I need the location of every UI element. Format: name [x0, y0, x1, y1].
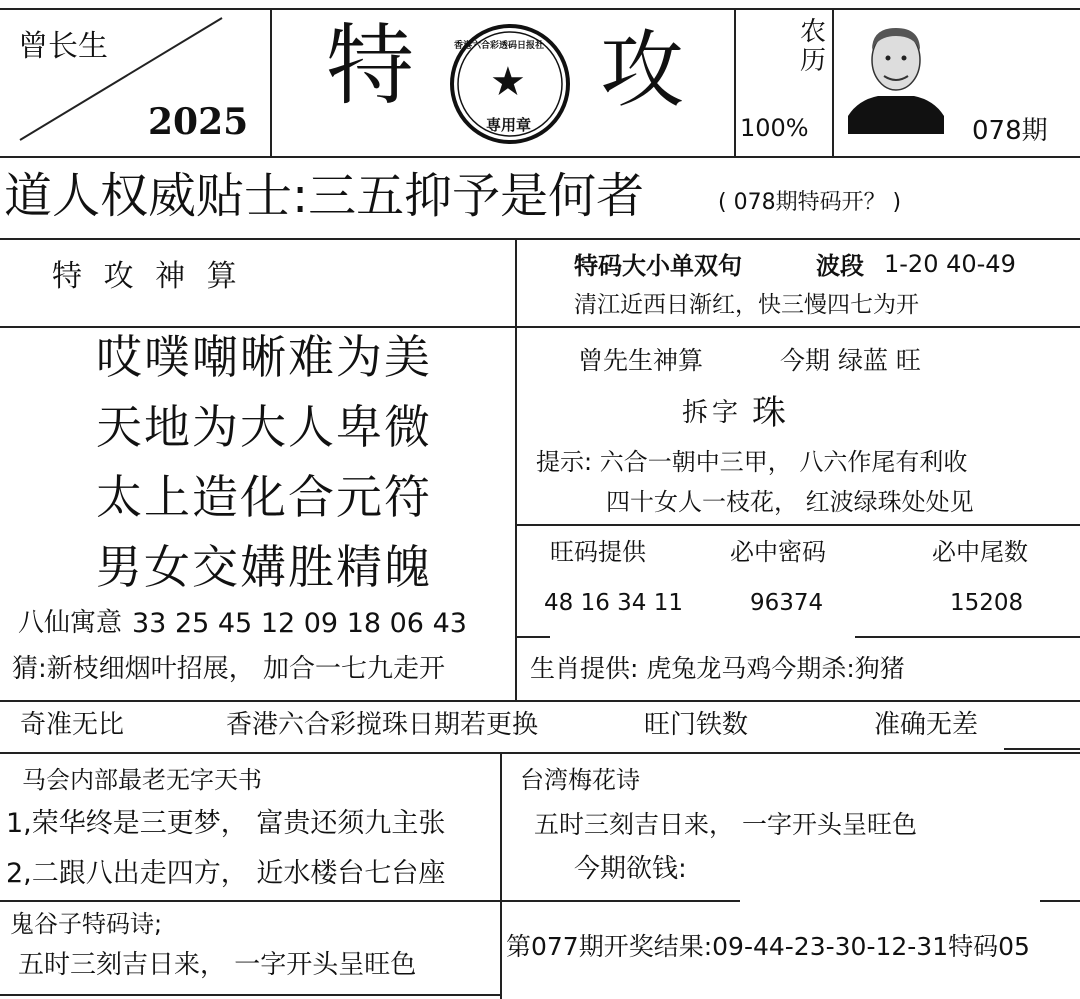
right-wave-bottom — [515, 326, 1080, 328]
poem-line-1: 哎噗嘲晰难为美 — [96, 330, 432, 384]
eight-immortals-numbers: 33 25 45 12 09 18 06 43 — [132, 608, 467, 639]
banner-2: 香港六合彩搅珠日期若更换 — [226, 710, 539, 740]
portrait — [848, 20, 944, 134]
issue-number: 078期 — [972, 116, 1048, 146]
poem-line-4: 男女交媾胜精魄 — [96, 540, 432, 594]
this-issue-colors: 今期 绿蓝 旺 — [780, 346, 921, 375]
left-title-bottom — [0, 326, 515, 328]
seal-stamp — [448, 22, 572, 146]
header-divider-1 — [270, 8, 272, 156]
headline-bottom-border — [0, 238, 1080, 240]
bottom-right-mid-left — [500, 900, 740, 902]
zodiac-line: 生肖提供: 虎兔龙马鸡今期杀:狗猪 — [530, 654, 905, 683]
draw-result: 第077期开奖结果:09-44-23-30-12-31特码05 — [506, 932, 1030, 961]
banner-bottom — [0, 752, 1080, 754]
seal-star-icon: ★ — [490, 59, 526, 105]
seal-text: 香港六合彩透码日报社 — [454, 41, 545, 51]
portrait-icon — [848, 20, 944, 134]
wish-money: 今期欲钱: — [574, 854, 687, 884]
hint-line-2: 四十女人一枝花， 红波绿珠处处见 — [606, 488, 974, 516]
ghost-valley-title: 鬼谷子特码诗; — [10, 910, 163, 938]
poem-line-2: 天地为大人卑微 — [96, 400, 432, 454]
size-odd-even-label: 特码大小单双句 — [574, 252, 742, 280]
seal-bottom-text: 専用章 — [486, 116, 532, 134]
right-code-bottom-left — [515, 636, 550, 638]
wave-range: 1-20 40-49 — [884, 250, 1016, 278]
bottom-divider — [500, 752, 502, 999]
mr-zeng-label: 曾先生神算 — [578, 346, 704, 375]
taiwan-poem-title: 台湾梅花诗 — [520, 766, 640, 794]
horse-club-title: 马会内部最老无字天书 — [22, 766, 262, 794]
ghost-valley-line: 五时三刻吉日来， 一字开头呈旺色 — [18, 950, 417, 980]
char-split-value: 珠 — [752, 393, 786, 433]
right-hint-bottom — [515, 524, 1080, 526]
tail-numbers-header: 必中尾数 — [932, 538, 1028, 566]
eight-immortals-label: 八仙寓意 — [18, 608, 123, 638]
year: 2025 — [148, 101, 249, 143]
hot-numbers-header: 旺码提供 — [550, 538, 646, 566]
hot-numbers-value: 48 16 34 11 — [544, 590, 683, 616]
secret-code-value: 96374 — [750, 590, 824, 616]
taiwan-poem-line: 五时三刻吉日来， 一字开头呈旺色 — [534, 810, 917, 839]
header-divider-3 — [832, 8, 834, 156]
hint-line-1: 提示: 六合一朝中三甲， 八六作尾有利收 — [536, 448, 968, 476]
guess-line: 猜:新枝细烟叶招展， 加合一七九走开 — [12, 654, 446, 684]
wave-label: 波段 — [816, 252, 864, 280]
tail-numbers-value: 15208 — [950, 590, 1024, 616]
bottom-right-mid-right — [1040, 900, 1080, 902]
header-divider-2 — [734, 8, 736, 156]
banner-3: 旺门铁数 — [644, 710, 749, 740]
char-split-label: 拆字 — [682, 398, 743, 428]
horse-club-line-1: 1,荣华终是三更梦， 富贵还须九主张 — [6, 808, 446, 839]
secret-code-header: 必中密码 — [730, 538, 826, 566]
banner-4: 准确无差 — [874, 710, 979, 740]
banner-4-rule — [1004, 748, 1080, 750]
author-name: 曾长生 — [18, 29, 108, 64]
horse-club-line-2: 2,二跟八出走四方， 近水楼台七台座 — [6, 858, 446, 889]
bottom-border — [0, 994, 500, 996]
lunar-label: 农历 — [800, 17, 827, 76]
banner-1: 奇准无比 — [20, 710, 125, 740]
header-bottom-border — [0, 156, 1080, 158]
poem-line-3: 太上造化合元符 — [96, 470, 432, 524]
right-code-bottom-right — [855, 636, 1080, 638]
bottom-left-mid — [0, 900, 500, 902]
middle-divider — [515, 238, 517, 700]
title-left: 特 — [326, 14, 415, 117]
headline-sub: ( 078期特码开？ ) — [718, 190, 902, 215]
headline-main: 道人权威贴士:三五抑予是何者 — [4, 168, 645, 224]
percent: 100% — [740, 114, 809, 142]
banner-top — [0, 700, 1080, 702]
size-hint: 清江近西日渐红，快三慢四七为开 — [574, 292, 919, 318]
left-title: 特 攻 神 算 — [52, 259, 243, 294]
title-right: 攻 — [600, 21, 685, 119]
